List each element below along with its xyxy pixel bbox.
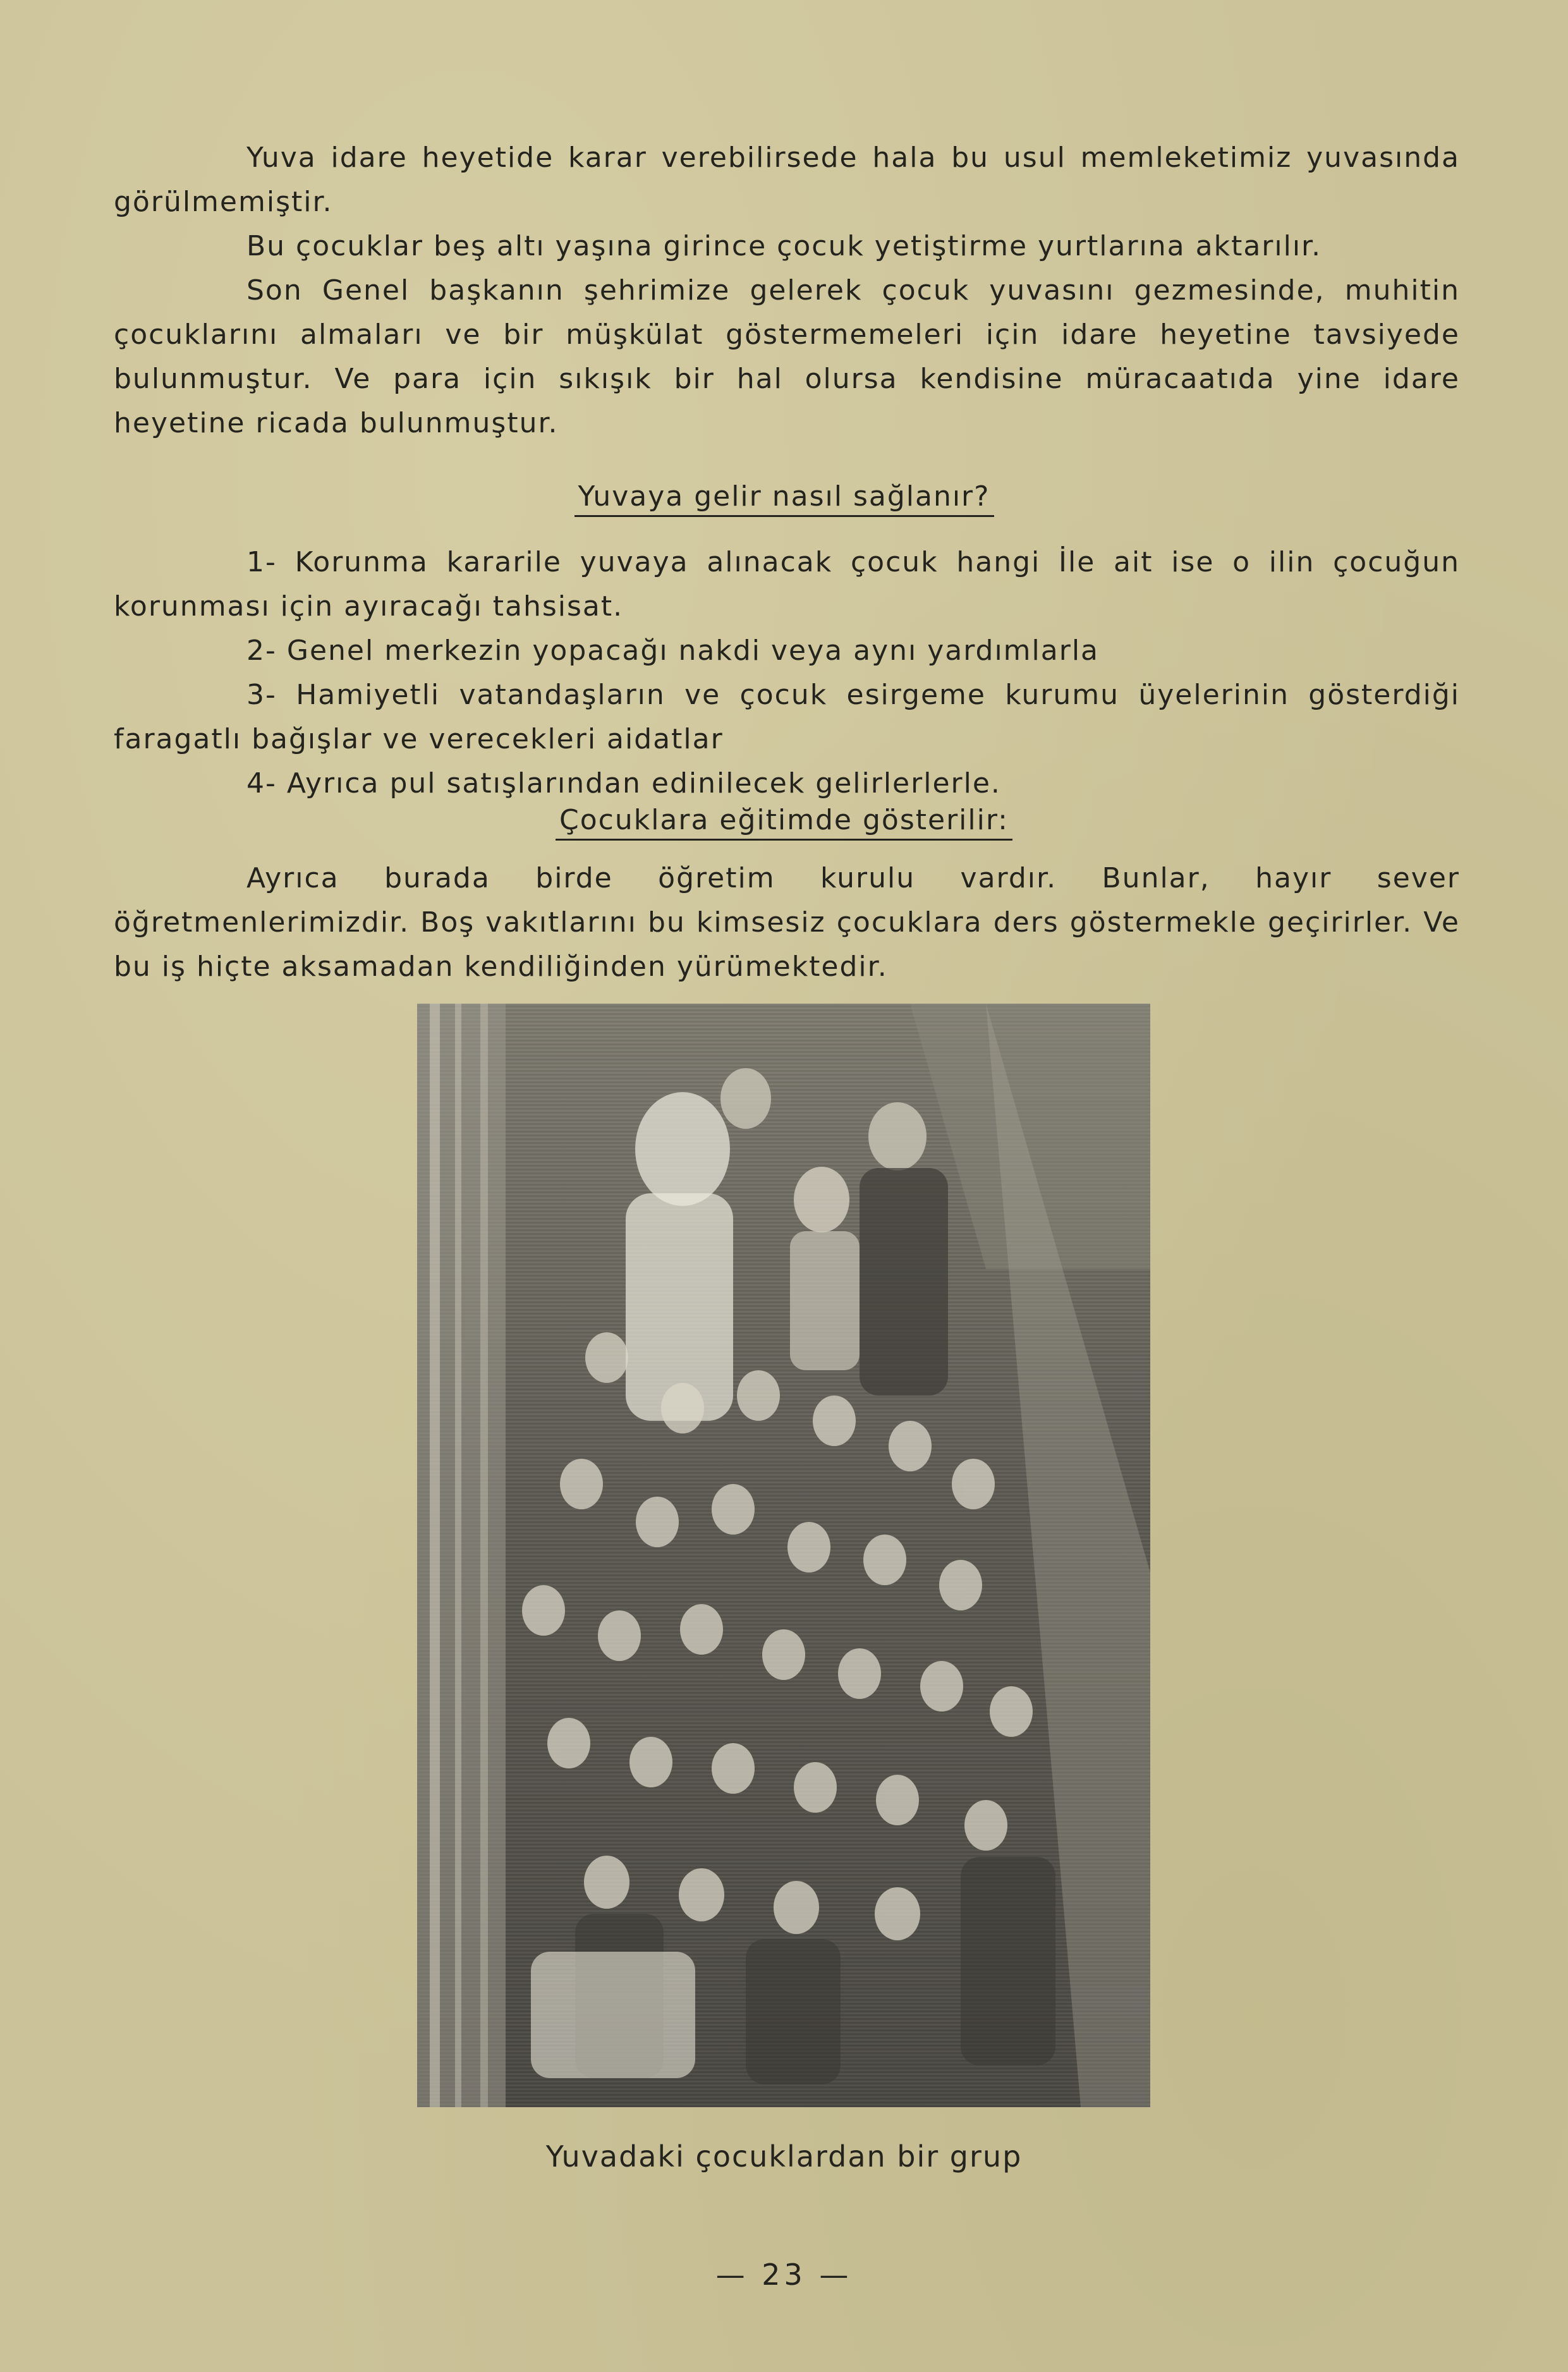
income-heading [0,480,1568,517]
group-photo-illustration [417,1004,1150,2107]
income-item-2: 2- Genel merkezin yopacağı nakdi veya aynı yardımlarla [246,635,1100,667]
group-photo [417,1004,1150,2107]
education-heading-text: Çocuklara eğitimde gösterilir: [556,804,1012,841]
income-item-4: 4- Ayrıca pul satışlarından edinilecek gelirlerlerle. [246,767,1001,800]
paragraph-3: Son Genel başkanın şehrimize gelerek çocuk yuvasını gezmesinde, muhitin çocuklarını almaları ve bir müşkülat göstermemeleri için idare heyetine tavsiyede bulunmuştur. Ve para için sıkışık bir hal olursa kendisine müracaatıda yine idare heyetine ricada bulunmuştur. [114,274,1460,439]
education-paragraph: Ayrıca burada birde öğretim kurulu vardır. Bunlar, hayır sever öğretmenlerimizdir. Boş vakıtlarını bu kimsesiz çocuklara ders göstermekle geçirirler. Ve bu iş hiçte aksamadan kendiliğinden yürümektedir. [114,862,1460,983]
income-item-1: 1- Korunma kararile yuvaya alınacak çocuk hangi İle ait ise o ilin çocuğun korunması için ayıracağı tahsisat. [114,546,1460,623]
page-number: — 23 — [715,2258,853,2292]
education-text-block [114,856,1460,989]
paragraph-1: Yuva idare heyetide karar verebilirsede hala bu usul memleketimiz yuvasında görülmemiştir. [114,142,1460,218]
top-text-block [114,136,1460,446]
income-list [114,540,1460,806]
income-item-3: 3- Hamiyetli vatandaşların ve çocuk esirgeme kurumu üyelerinin gösterdiği faragatlı bağışlar ve verecekleri aidatlar [114,679,1460,755]
photo-caption: Yuvadaki çocuklardan bir grup [545,2139,1023,2174]
education-heading [0,804,1568,841]
paragraph-2: Bu çocuklar beş altı yaşına girince çocuk yetiştirme yurtlarına aktarılır. [246,230,1322,262]
income-heading-text: Yuvaya gelir nasıl sağlanır? [574,480,994,517]
